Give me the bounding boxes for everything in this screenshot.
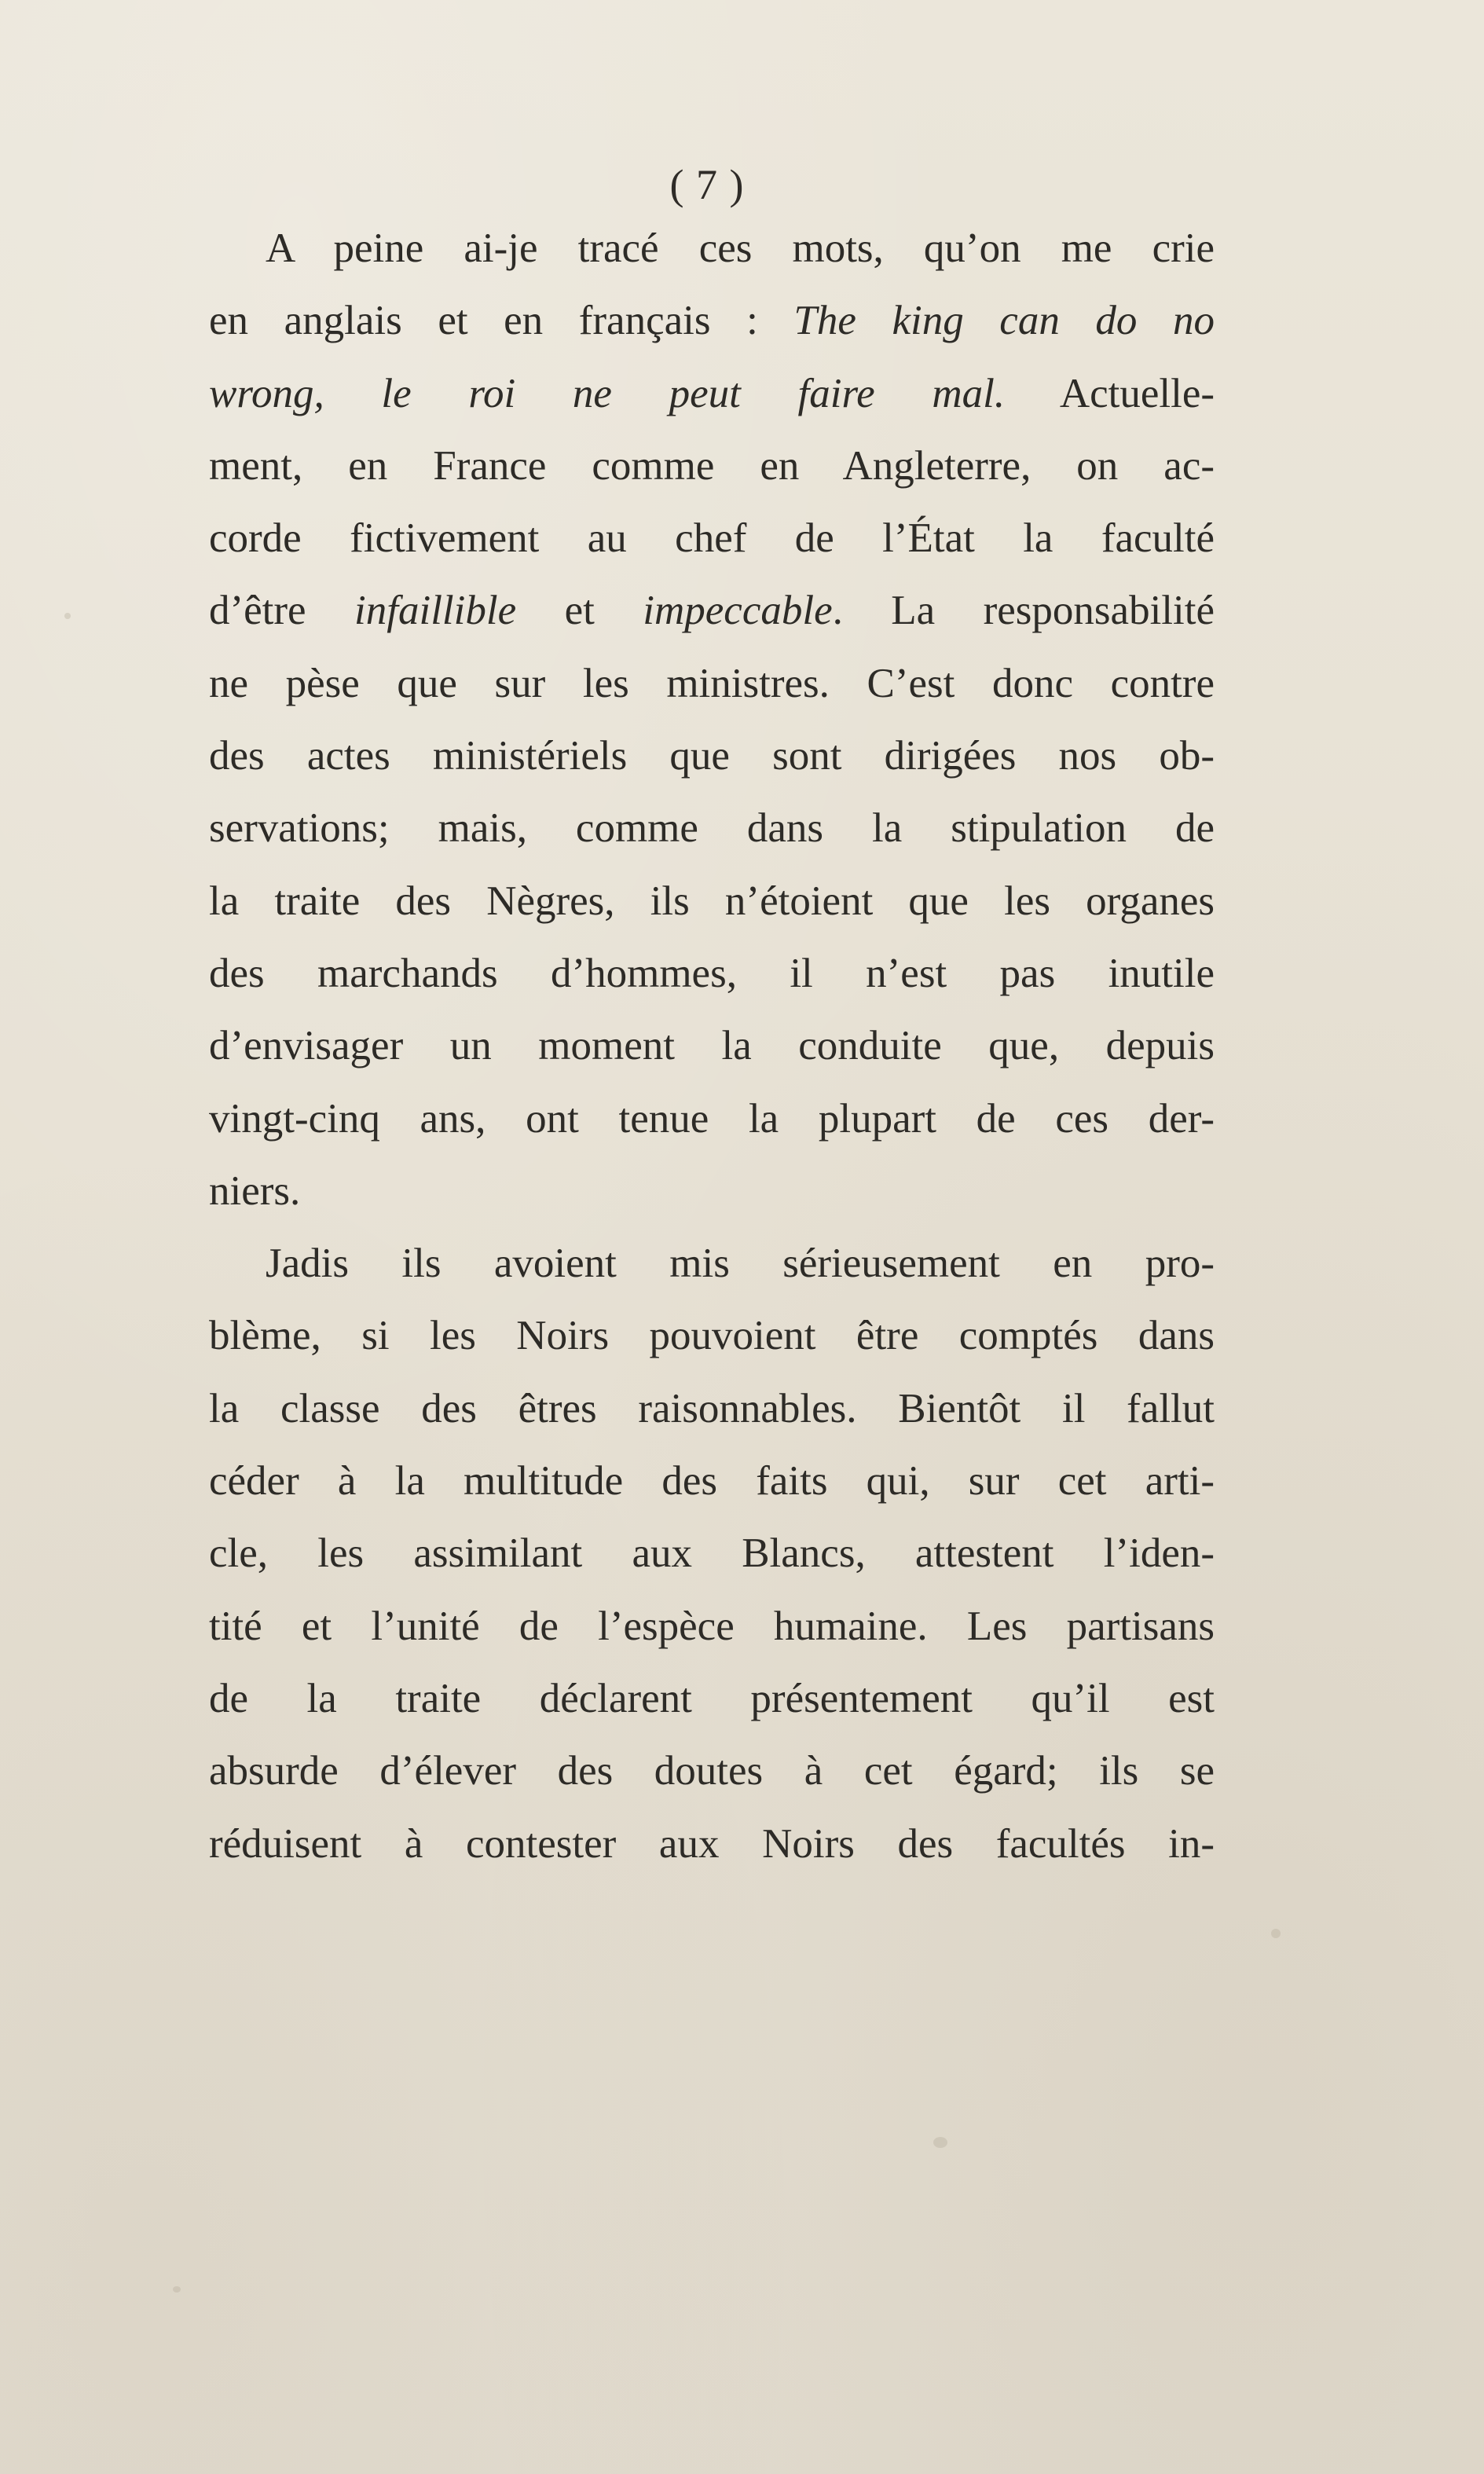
text-line: la classe des êtres raisonnables. Bientôt il fallut [209,1385,1215,1431]
paragraph [209,1227,1215,1880]
text-line: niers. [209,1167,301,1214]
text-line: cle, les assimilant aux Blancs, attestent l’iden- [209,1530,1215,1577]
text-line: corde fictivement au chef de l’État la faculté [209,515,1215,562]
text-line: des actes ministériels que sont dirigées nos ob- [209,733,1215,779]
text-line: en anglais et en français : The king can do no [209,298,1215,344]
italic-word: impeccable [643,588,833,634]
text-line: wrong, le roi ne peut faire mal. Actuelle- [209,370,1215,416]
paragraph [209,212,1215,1227]
text-line: blème, si les Noirs pouvoient être comptés dans [209,1313,1215,1359]
text-line: céder à la multitude des faits qui, sur cet arti- [209,1458,1215,1505]
paper-speck [173,2286,181,2293]
text-line: d’être infaillible et impeccable. La responsabilité [209,588,1215,634]
paper-speck [933,2137,947,2148]
page-number: ( 7 ) [669,161,745,208]
italic-phrase: The king can do no [793,298,1215,344]
text-line: servations; mais, comme dans la stipulation de [209,805,1215,852]
paper-speck [1271,1929,1281,1938]
text-line: des marchands d’hommes, il n’est pas inutile [209,950,1215,996]
text-line: d’envisager un moment la conduite que, depuis [209,1023,1215,1069]
italic-word: infaillible [354,588,517,634]
paper-speck [64,613,71,619]
text-line: ment, en France comme en Angleterre, on ac- [209,442,1215,489]
text-line: vingt-cinq ans, ont tenue la plupart de ces der- [209,1095,1215,1142]
text-line: la traite des Nègres, ils n’étoient que les organes [209,878,1215,924]
body-text [209,212,1215,1880]
text-line: de la traite déclarent présentement qu’il est [209,1675,1215,1721]
text-line: réduisent à contester aux Noirs des facultés in- [209,1820,1215,1867]
text-line: A peine ai-je tracé ces mots, qu’on me crie [266,225,1215,271]
italic-phrase: wrong, le roi ne peut faire mal. [209,370,1006,416]
text-line: tité et l’unité de l’espèce humaine. Les partisans [209,1603,1215,1649]
text-line: Jadis ils avoient mis sérieusement en pro- [266,1241,1215,1287]
text-line: ne pèse que sur les ministres. C’est donc contre [209,660,1215,706]
text-line: absurde d’élever des doutes à cet égard; ils se [209,1748,1215,1794]
